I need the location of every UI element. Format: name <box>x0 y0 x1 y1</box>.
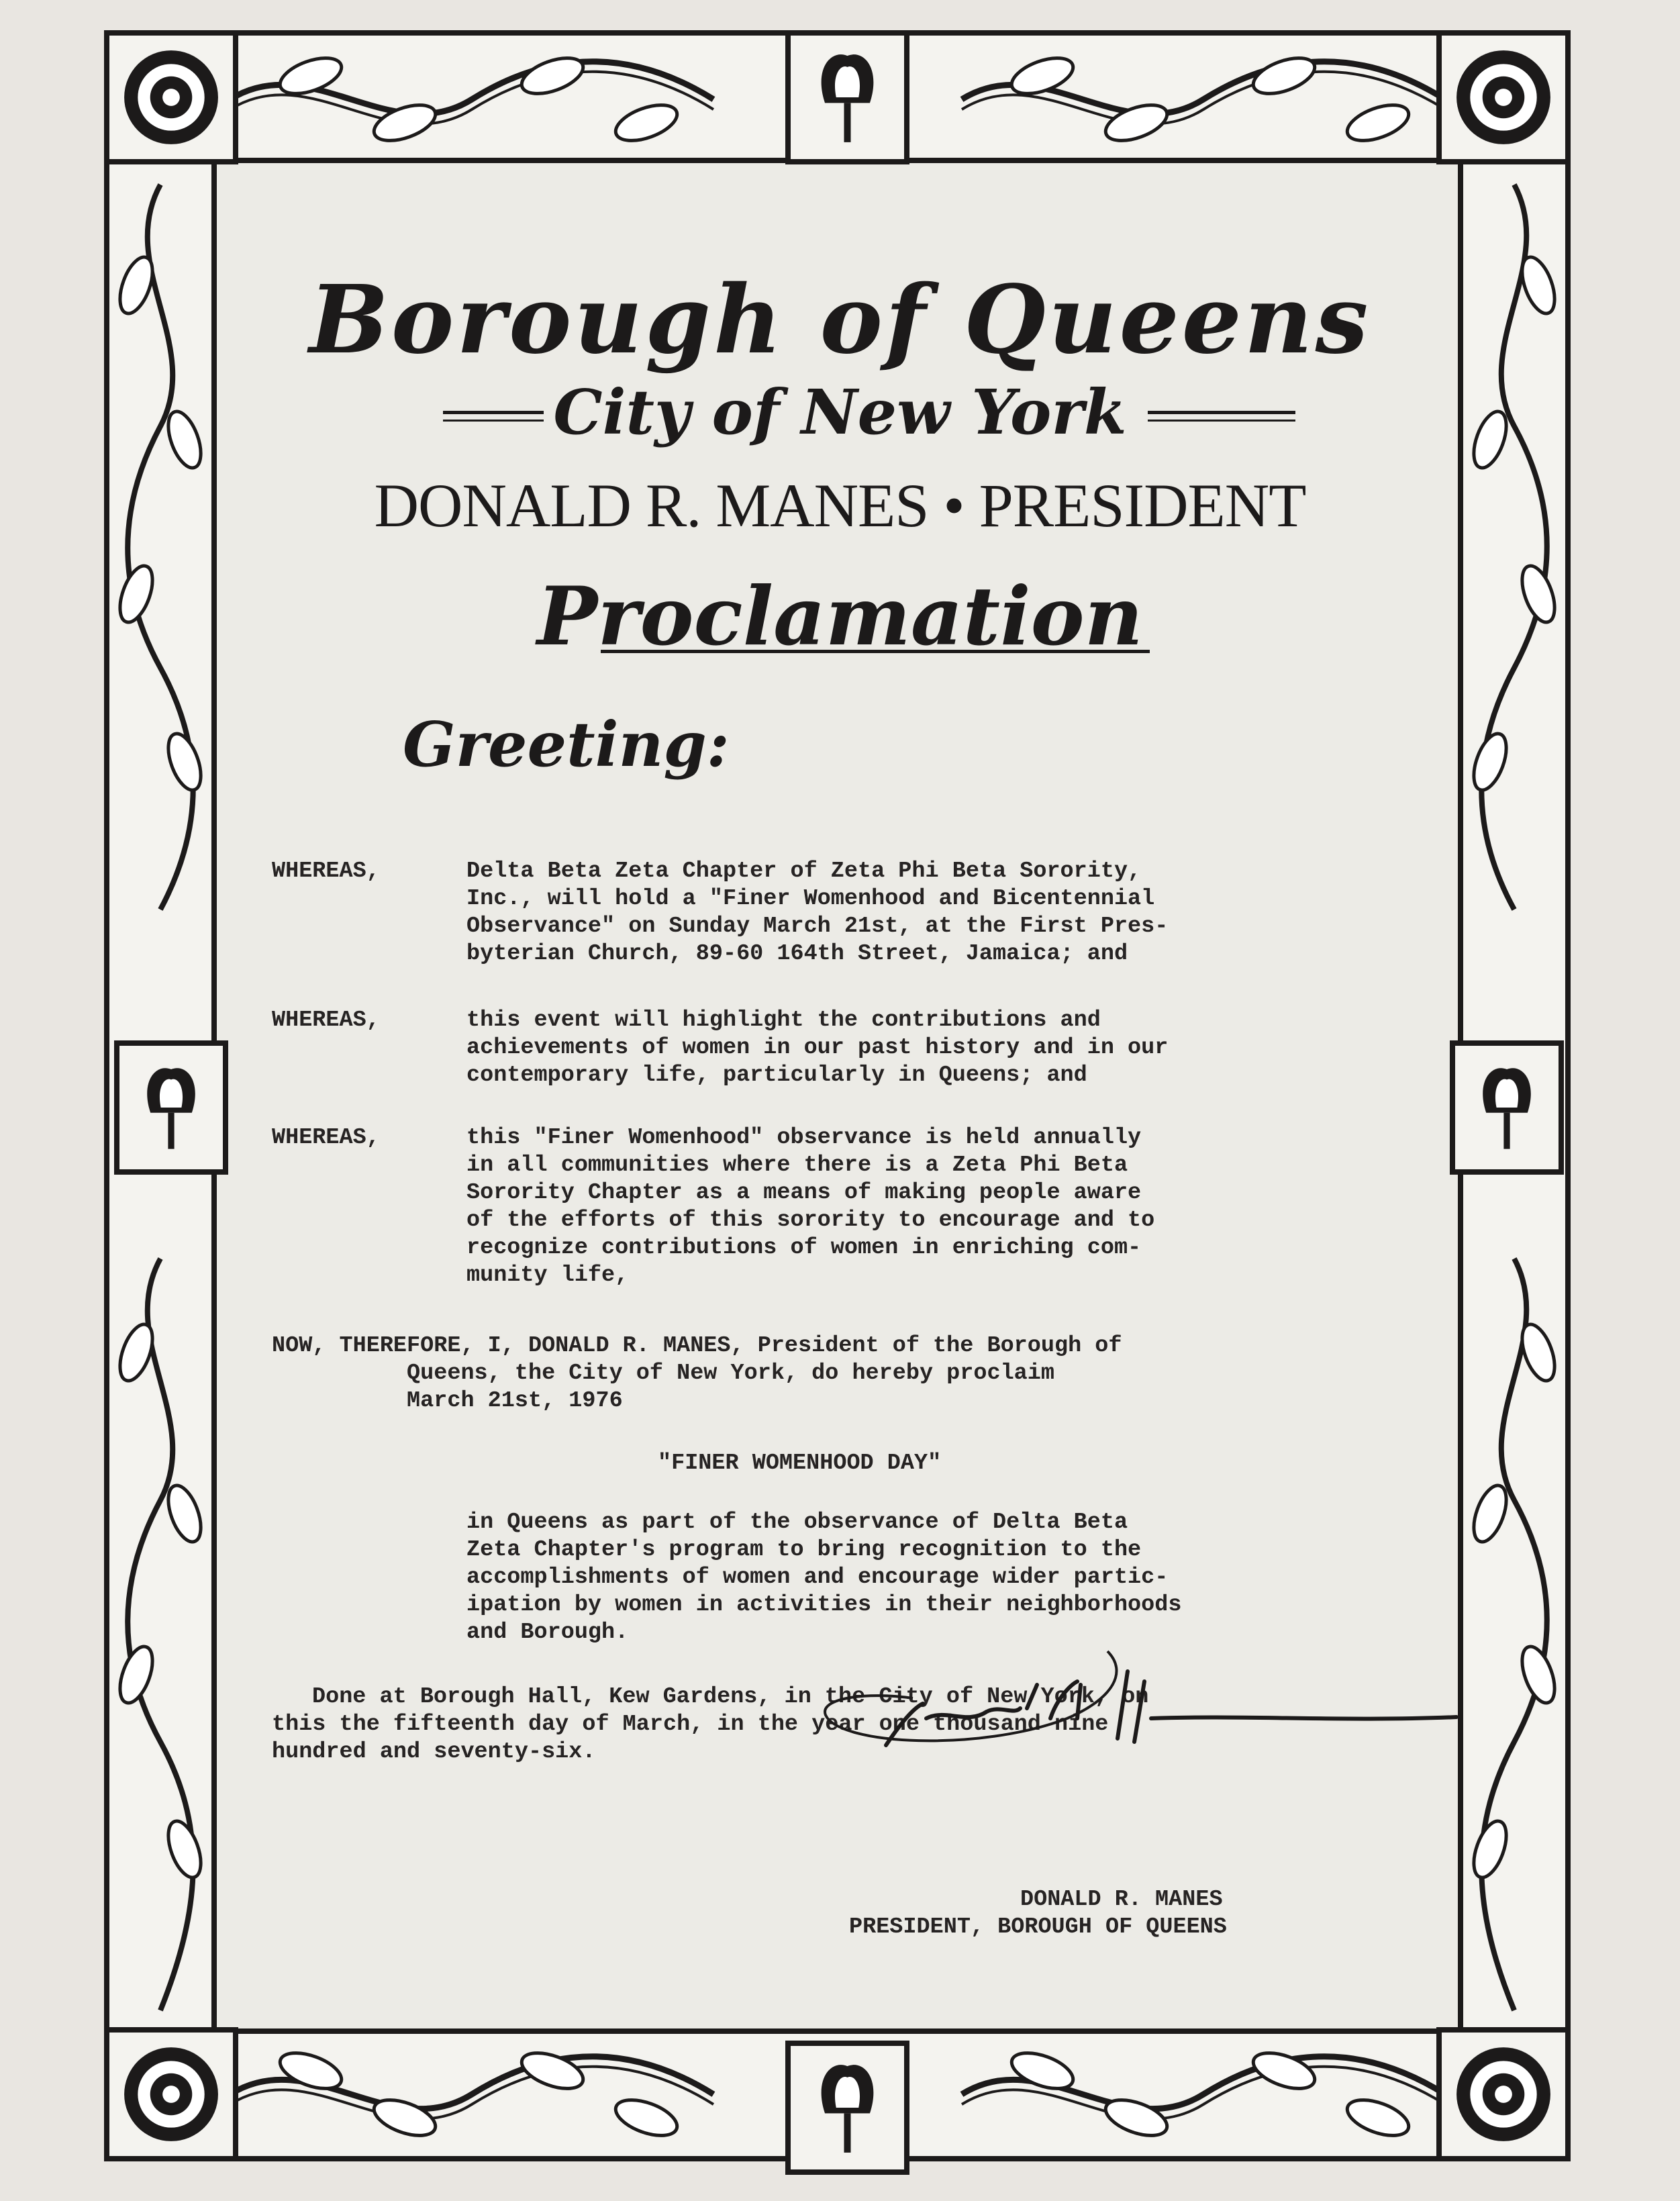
purpose-line: in Queens as part of the observance of Delta Beta <box>466 1510 1128 1535</box>
greeting: Greeting: <box>403 708 730 781</box>
whereas-label: WHEREAS, <box>272 1008 380 1033</box>
clause-line: of the efforts of this sorority to encourage and to <box>466 1208 1155 1233</box>
therefore-line: Queens, the City of New York, do hereby proclaim <box>272 1361 1054 1386</box>
signatory-name: DONALD R. MANES <box>1020 1887 1223 1912</box>
clause-line: munity life, <box>466 1263 629 1288</box>
whereas-label: WHEREAS, <box>272 1125 380 1151</box>
clause-line: Observance" on Sunday March 21st, at the First Pres- <box>466 914 1169 939</box>
day-name: "FINER WOMENHOOD DAY" <box>658 1451 942 1476</box>
done-at-line: hundred and seventy-six. <box>272 1739 596 1765</box>
clause-line: Inc., will hold a "Finer Womenhood and Bicentennial <box>466 886 1155 912</box>
clause-line: this event will highlight the contributions and <box>466 1008 1101 1033</box>
signatory-title: PRESIDENT, BOROUGH OF QUEENS <box>849 1914 1227 1940</box>
purpose-line: accomplishments of women and encourage wider partic- <box>466 1565 1169 1590</box>
borough-title: Borough of Queens <box>309 265 1371 375</box>
heading-underline <box>601 650 1150 653</box>
clause-line: recognize contributions of women in enriching com- <box>466 1235 1142 1261</box>
whereas-label: WHEREAS, <box>272 859 380 884</box>
signature-scribble <box>812 1645 1463 1759</box>
purpose-line: Zeta Chapter's program to bring recognition to the <box>466 1537 1142 1563</box>
done-at-line: Done at Borough Hall, Kew Gardens, in the City of New York, on <box>312 1684 1149 1710</box>
clause-line: in all communities where there is a Zeta Phi Beta <box>466 1153 1128 1178</box>
city-subtitle: City of New York <box>553 376 1127 448</box>
clause-line: contemporary life, particularly in Queens; and <box>466 1063 1087 1088</box>
clause-line: this "Finer Womenhood" observance is held annually <box>466 1125 1142 1151</box>
document-type-heading: Proclamation <box>537 569 1143 664</box>
done-at-line: this the fifteenth day of March, in the year one thousand nine <box>272 1712 1109 1737</box>
clause-line: byterian Church, 89-60 164th Street, Jamaica; and <box>466 941 1128 967</box>
therefore-line: March 21st, 1976 <box>272 1388 623 1414</box>
purpose-line: ipation by women in activities in their neighborhoods <box>466 1592 1182 1618</box>
president-line: DONALD R. MANES • PRESIDENT <box>374 471 1306 540</box>
clause-line: Sorority Chapter as a means of making people aware <box>466 1180 1142 1206</box>
clause-line: achievements of women in our past history and in our <box>466 1035 1169 1061</box>
therefore-line: NOW, THEREFORE, I, DONALD R. MANES, President of the Borough of <box>272 1333 1122 1359</box>
clause-line: Delta Beta Zeta Chapter of Zeta Phi Beta Sorority, <box>466 859 1142 884</box>
purpose-line: and Borough. <box>466 1620 629 1645</box>
